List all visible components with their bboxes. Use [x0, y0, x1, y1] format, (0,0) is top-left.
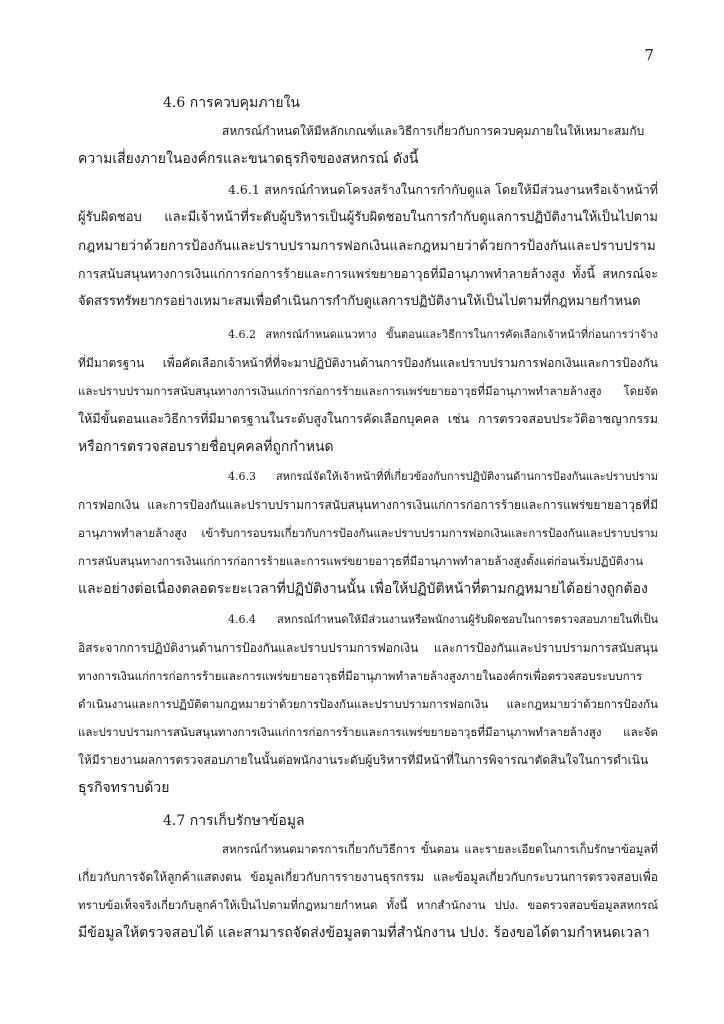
paragraph-line: ความเสี่ยงภายในองค์กรและขนาดธุรกิจของสหกรณ์ ดังนี้ — [78, 151, 419, 167]
paragraph-line: อานุภาพทำลายล้างสูง เข้ารับการอบรมเกี่ยวกับการป้องกันและปราบปรามการฟอกเงินและการป้องกันและปราบปราม — [78, 526, 658, 540]
paragraph-line: การฟอกเงิน และการป้องกันและปราบปรามการสนับสนุนทางการเงินแก่การก่อการร้ายและการแพร่ขยายอาวุธที่มี — [78, 498, 658, 512]
paragraph-line: จัดสรรทรัพยากรอย่างเหมาะสมเพื่อดำเนินการกำกับดูแลการปฏิบัติงานให้เป็นไปตามที่กฎหมายกำหนด — [78, 294, 641, 309]
paragraph-line: 4.6.1 สหกรณ์กำหนดโครงสร้างในการกำกับดูแล โดยให้มีส่วนงานหรือเจ้าหน้าที่ — [228, 182, 658, 197]
paragraph-line: กฎหมายว่าด้วยการป้องกันและปราบปรามการฟอกเงินและกฎหมายว่าด้วยการป้องกันและปราบปราม — [78, 238, 656, 254]
paragraph-line: และอย่างต่อเนื่องตลอดระยะเวลาที่ปฏิบัติงานนั้น เพื่อให้ปฏิบัติหน้าที่ตามกฎหมายได้อย่างถูกต้อง — [78, 581, 648, 597]
paragraph-line: สหกรณ์กำหนดให้มีหลักเกณฑ์และวิธีการเกี่ยวกับการควบคุมภายในให้เหมาะสมกับ — [222, 124, 645, 138]
paragraph-line: ดำเนินงานและการปฏิบัติตามกฎหมายว่าด้วยการป้องกันและปราบปรามการฟอกเงิน และกฎหมายว่าด้วยการป้องกัน — [78, 697, 658, 711]
paragraph-line: หรือการตรวจสอบรายชื่อบุคคลที่ถูกกำหนด — [78, 439, 334, 455]
paragraph-line: ที่มีมาตรฐาน เพื่อคัดเลือกเจ้าหน้าที่ที่จะมาปฏิบัติงานด้านการป้องกันและปราบปรามการฟอกเงินและการป้องกัน — [78, 356, 658, 370]
paragraph-line: 4.6.2 สหกรณ์กำหนดแนวทาง ขั้นตอนและวิธีการในการคัดเลือกเจ้าหน้าที่ก่อนการว่าจ้าง — [228, 328, 658, 341]
paragraph-line: ให้มีรายงานผลการตรวจสอบภายในนั้นต่อพนักงานระดับผู้บริหารที่มีหน้าที่ในการพิจารณาตัดสินใจในการดำเนิน — [78, 753, 649, 767]
page-number: 7 — [644, 46, 654, 64]
paragraph-line: ทราบข้อเท็จจริงเกี่ยวกับลูกค้าให้เป็นไปตามที่กฎหมายกำหนด ทั้งนี้ หากสำนักงาน ปปง. ขอตรวจสอบข้อมูลสหกรณ์ — [78, 898, 658, 912]
paragraph-line: การสนับสนุนทางการเงินแก่การก่อการร้ายและการแพร่ขยายอาวุธที่มีอานุภาพทำลายล้างสูง ทั้งนี้ สหกรณ์จะ — [78, 266, 658, 281]
paragraph-line: การสนับสนุนทางการเงินแก่การก่อการร้ายและการแพร่ขยายอาวุธที่มีอานุภาพทำลายล้างสูงตั้งแต่ก่อนเริ่มปฏิบัติงาน — [78, 554, 644, 568]
paragraph-line: และปราบปรามการสนับสนุนทางการเงินแก่การก่อการร้ายและการแพร่ขยายอาวุธที่มีอานุภาพทำลายล้างสูง โดยจัด — [78, 384, 658, 398]
paragraph-line: ให้มีขั้นตอนและวิธีการที่มีมาตรฐานในระดับสูงในการคัดเลือกบุคคล เช่น การตรวจสอบประวัติอาชญากรรม — [78, 411, 658, 426]
paragraph-line: ทางการเงินแก่การก่อการร้ายและการแพร่ขยายอาวุธที่มีอานุภาพทำลายล้างสูงภายในองค์กรเพื่อตรวจสอบระบบการ — [78, 669, 643, 683]
paragraph-line: และปราบปรามการสนับสนุนทางการเงินแก่การก่อการร้ายและการแพร่ขยายอาวุธที่มีอานุภาพทำลายล้างสูง และจัด — [78, 725, 658, 739]
paragraph-line: 4.6.3 สหกรณ์จัดให้เจ้าหน้าที่ที่เกี่ยวข้องกับการปฏิบัติงานด้านการป้องกันและปราบปราม — [228, 470, 658, 483]
paragraph-line: 4.6.4 สหกรณ์กำหนดให้มีส่วนงานหรือพนักงานผู้รับผิดชอบในการตรวจสอบภายในที่เป็น — [228, 613, 658, 626]
paragraph-line: มีข้อมูลให้ตรวจสอบได้ และสามารถจัดส่งข้อมูลตามที่สำนักงาน ปปง. ร้องขอได้ตามกำหนดเวลา — [78, 925, 650, 941]
paragraph-line: สหกรณ์กำหนดมาตรการเกี่ยวกับวิธีการ ขั้นตอน และรายละเอียดในการเก็บรักษาข้อมูลที่ — [222, 842, 658, 856]
section-heading-4-7: 4.7 การเก็บรักษาข้อมูล — [163, 813, 305, 829]
section-heading-4-6: 4.6 การควบคุมภายใน — [163, 95, 300, 111]
paragraph-line: ธุรกิจทราบด้วย — [78, 780, 170, 796]
paragraph-line: ผู้รับผิดชอบ และมีเจ้าหน้าที่ระดับผู้บริหารเป็นผู้รับผิดชอบในการกำกับดูแลการปฏิบัติงานให้เป็นไปตาม — [78, 210, 658, 225]
paragraph-line: อิสระจากการปฏิบัติงานด้านการป้องกันและปราบปรามการฟอกเงิน และการป้องกันและปราบปรามการสนับสนุน — [78, 641, 658, 655]
paragraph-line: เกี่ยวกับการจัดให้ลูกค้าแสดงตน ข้อมูลเกี่ยวกับการรายงานธุรกรรม และข้อมูลเกี่ยวกับกระบวนการตรวจสอบเพื่อ — [78, 870, 658, 884]
